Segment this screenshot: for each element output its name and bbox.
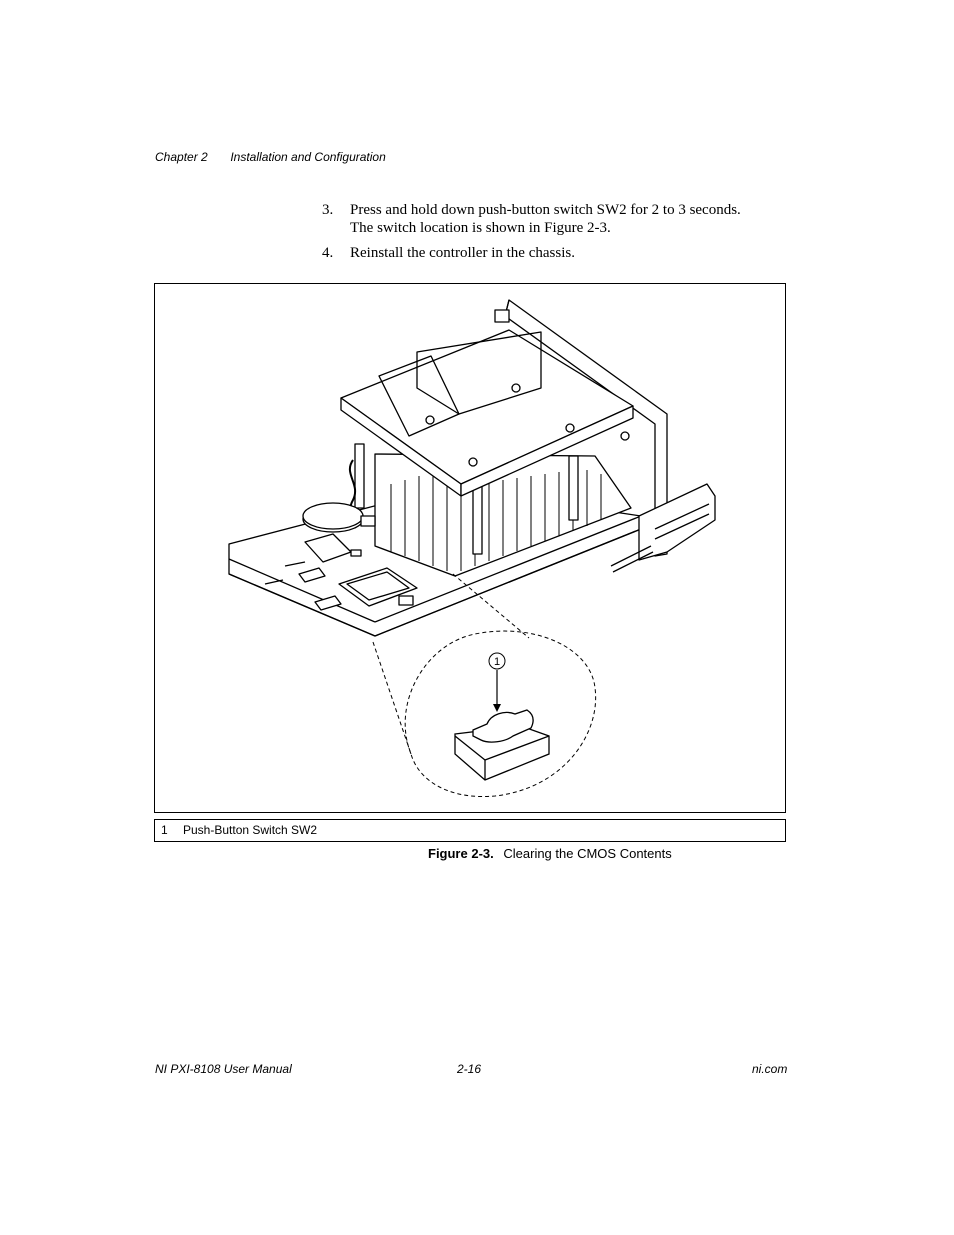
legend-number: 1 bbox=[161, 823, 168, 837]
caption-label: Figure 2-3. bbox=[428, 846, 494, 861]
ejector-handle bbox=[639, 484, 715, 560]
push-button-switch-sw2 bbox=[455, 710, 549, 780]
figure-legend bbox=[154, 819, 786, 842]
section-title: Installation and Configuration bbox=[230, 150, 386, 164]
step-number: 3. bbox=[322, 202, 334, 218]
footer-manual-title: NI PXI-8108 User Manual bbox=[155, 1062, 292, 1076]
running-header bbox=[155, 150, 386, 164]
chapter-label: Chapter 2 bbox=[155, 150, 208, 164]
caption-text: Clearing the CMOS Contents bbox=[503, 846, 672, 861]
legend-label: Push-Button Switch SW2 bbox=[183, 823, 318, 837]
controller-illustration bbox=[155, 284, 785, 812]
step-number: 4. bbox=[322, 245, 334, 261]
figure-caption bbox=[428, 846, 672, 861]
footer-website: ni.com bbox=[752, 1062, 788, 1076]
figure-frame bbox=[154, 283, 786, 813]
step-text-line-2: The switch location is shown in Figure 2-3. bbox=[350, 220, 611, 236]
step-text-line-1: Reinstall the controller in the chassis. bbox=[350, 245, 575, 261]
callout-number: 1 bbox=[493, 656, 501, 668]
footer-page-number: 2-16 bbox=[457, 1062, 482, 1076]
step-text-line-1: Press and hold down push-button switch SW2 for 2 to 3 seconds. bbox=[350, 202, 741, 218]
